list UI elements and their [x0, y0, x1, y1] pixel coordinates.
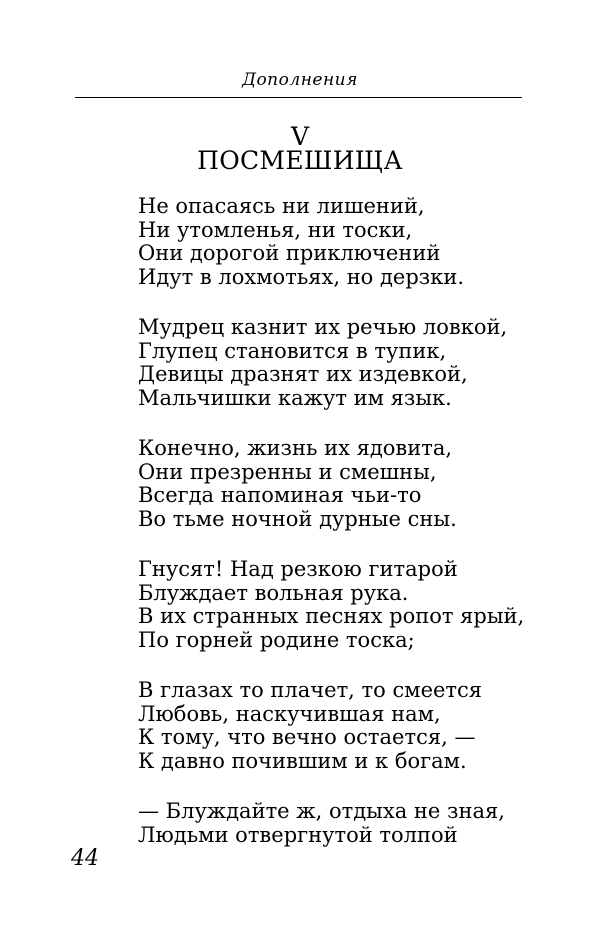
- poem-line: Блуждает вольная рука.: [138, 580, 409, 605]
- poem-body: [138, 195, 578, 874]
- poem-line: По горней родине тоска;: [138, 627, 415, 652]
- stanza-6: [138, 800, 578, 847]
- header-rule: [75, 97, 522, 98]
- poem-line: Людьми отвергнутой толпой: [138, 822, 458, 847]
- poem-line: Всегда напоминая чьи-то: [138, 483, 422, 507]
- poem-line: Мальчишки кажут им язык.: [138, 385, 452, 410]
- poem-line: Мудрец казнит их речью ловкой,: [138, 315, 508, 339]
- poem-line: Они дорогой приключений: [138, 241, 441, 265]
- poem-line: В глазах то плачет, то смеется: [138, 678, 483, 702]
- poem-line: Не опасаясь ни лишений,: [138, 194, 425, 218]
- stanza-4: [138, 558, 578, 652]
- part-number: V: [290, 122, 310, 151]
- poem-line: Во тьме ночной дурные сны.: [138, 506, 457, 531]
- poem-line: Девицы дразнят их издевкой,: [138, 362, 468, 386]
- poem-line: К тому, что вечно остается, —: [138, 725, 476, 749]
- poem-line: Любовь, наскучившая нам,: [138, 701, 441, 726]
- poem-title: ПОСМЕШИЩА: [197, 146, 403, 175]
- poem-line: Ни утомленья, ни тоски,: [138, 217, 413, 242]
- stanza-2: [138, 316, 578, 410]
- poem-line: — Блуждайте ж, отдыха не зная,: [138, 799, 505, 823]
- poem-line: Гнусят! Над резкою гитарой: [138, 557, 458, 581]
- stanza-1: [138, 195, 578, 289]
- poem-line: Конечно, жизнь их ядовита,: [138, 436, 453, 460]
- poem-line: Глупец становится в тупик,: [138, 338, 447, 363]
- poem-line: К давно почившим и к богам.: [138, 748, 467, 773]
- poem-line: В их странных песнях ропот ярый,: [138, 604, 525, 628]
- poem-line: Они презренны и смешны,: [138, 459, 437, 484]
- running-head: Дополнения: [242, 70, 358, 90]
- page-number: 44: [71, 846, 99, 871]
- poem-line: Идут в лохмотьях, но дерзки.: [138, 264, 465, 289]
- stanza-3: [138, 437, 578, 531]
- stanza-5: [138, 679, 578, 773]
